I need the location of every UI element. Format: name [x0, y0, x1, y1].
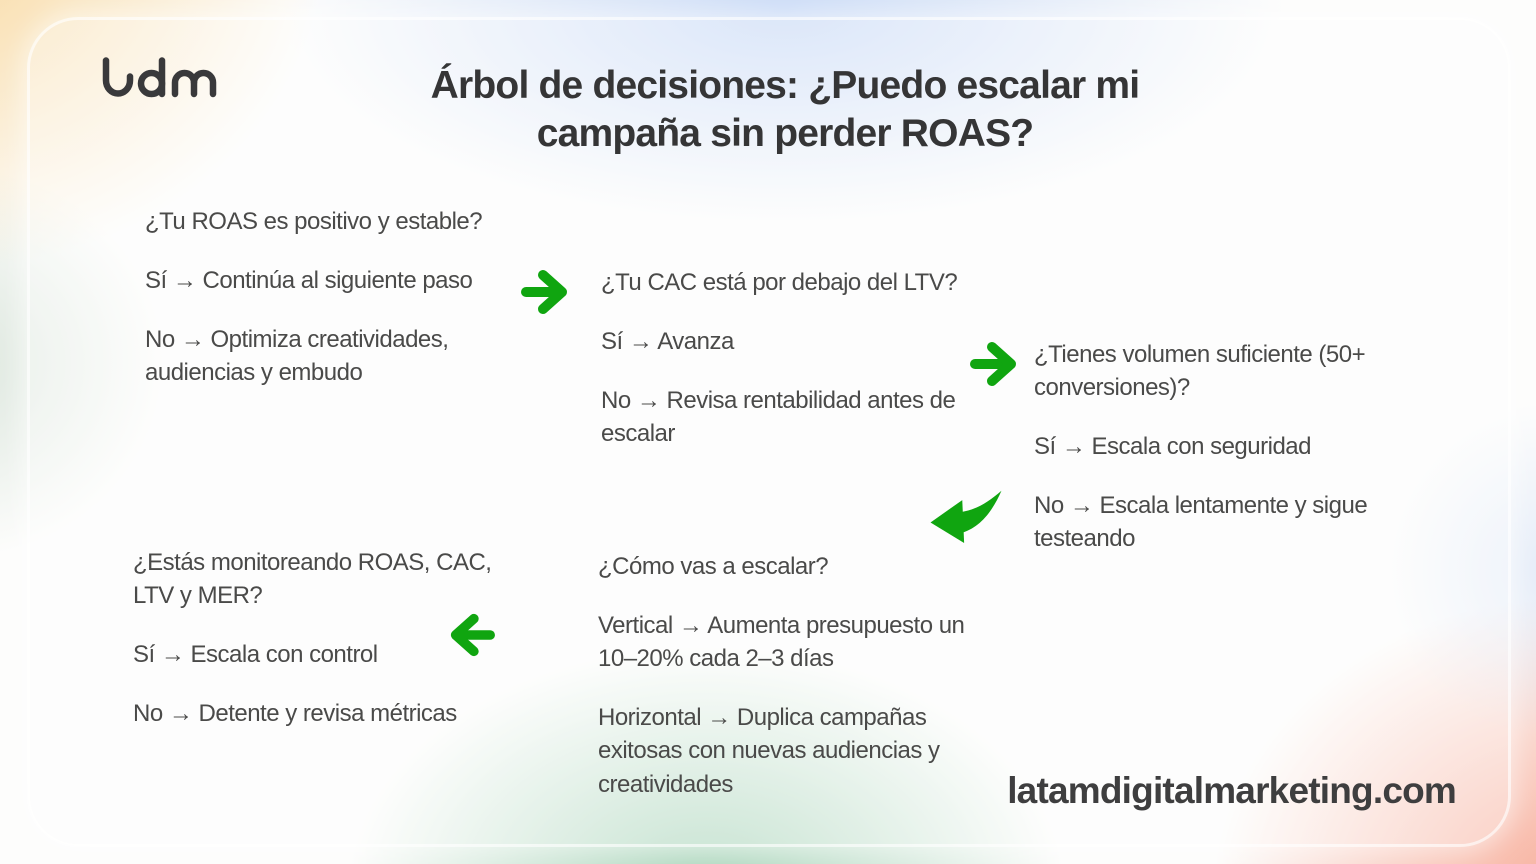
node-no-branch: No → Revisa rentabilidad antes de escalar	[601, 387, 956, 448]
node-no-branch: No → Detente y revisa métricas	[133, 700, 457, 728]
right-arrow-icon	[518, 268, 574, 316]
page-title-line2: campaña sin perder ROAS?	[536, 112, 1034, 156]
node-question: ¿Cómo vas a escalar?	[598, 553, 829, 580]
left-arrow-icon	[443, 612, 499, 658]
website-url: latamdigitalmarketing.com	[1007, 770, 1456, 811]
node-no-branch: Horizontal → Duplica campañas exitosas con nuevas audiencias y creatividades	[598, 704, 940, 798]
node-question: ¿Tu ROAS es positivo y estable?	[145, 208, 483, 235]
node-no-branch: No → Optimiza creatividades, audiencias y embudo	[145, 326, 449, 387]
decision-node-como-escalar	[598, 550, 1002, 801]
page-title-line1: Árbol de decisiones: ¿Puedo escalar mi	[430, 64, 1140, 107]
right-arrow-icon	[968, 340, 1022, 388]
node-yes-branch: Sí → Continúa al siguiente paso	[145, 267, 473, 295]
node-question: ¿Estás monitoreando ROAS, CAC, LTV y MER?	[133, 549, 492, 610]
node-yes-branch: Vertical → Aumenta presupuesto un 10–20% cada 2–3 días	[598, 612, 965, 673]
decision-node-roas	[145, 205, 517, 389]
node-question: ¿Tu CAC está por debajo del LTV?	[601, 269, 958, 296]
decision-node-volumen	[1034, 338, 1422, 556]
node-yes-branch: Sí → Escala con seguridad	[1034, 433, 1311, 461]
node-no-branch: No → Escala lentamente y sigue testeando	[1034, 492, 1368, 553]
curved-left-arrow-icon	[925, 487, 1007, 543]
node-yes-branch: Sí → Escala con control	[133, 641, 378, 669]
decision-node-cac-ltv	[601, 266, 989, 450]
node-question: ¿Tienes volumen suficiente (50+ conversiones)?	[1034, 341, 1366, 402]
node-yes-branch: Sí → Avanza	[601, 328, 734, 356]
page-title	[92, 62, 1478, 159]
decision-node-monitoreo	[133, 546, 495, 730]
